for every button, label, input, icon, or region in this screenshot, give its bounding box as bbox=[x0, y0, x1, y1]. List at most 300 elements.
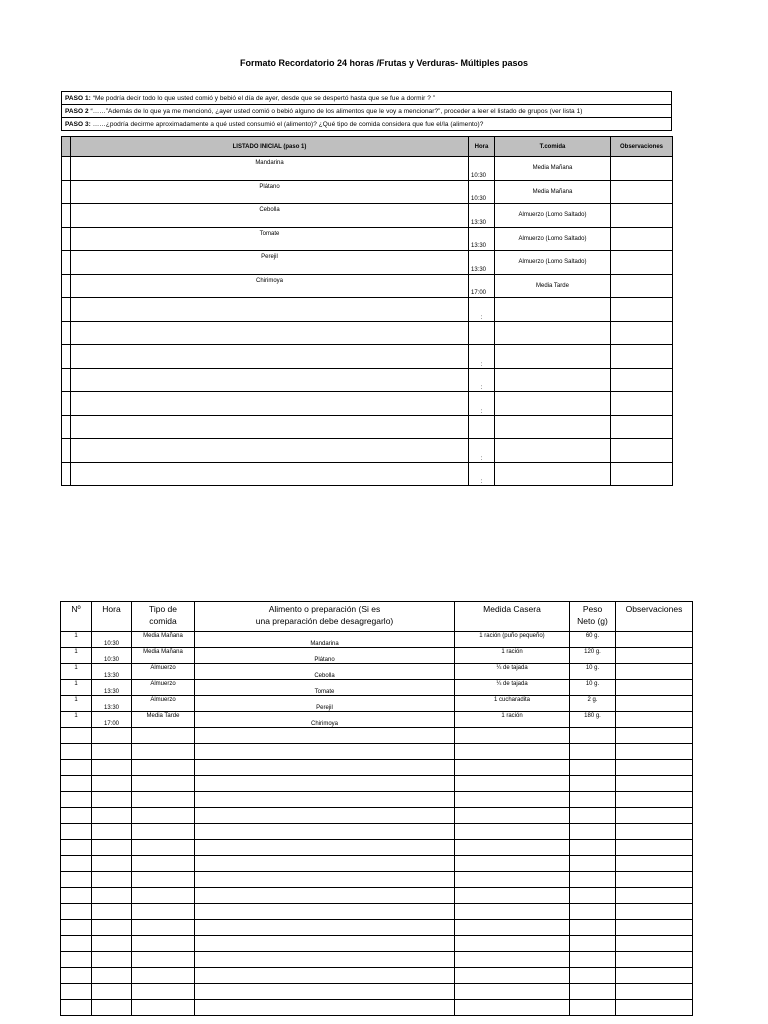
list-row bbox=[62, 298, 673, 322]
detail-cell-empty bbox=[616, 952, 693, 968]
detail-cell-observaciones bbox=[616, 680, 693, 696]
list-cell-blank bbox=[62, 227, 71, 251]
list-cell-food: Perejil bbox=[71, 251, 469, 275]
detail-row bbox=[61, 632, 693, 648]
detail-cell-n: 1 bbox=[61, 680, 92, 696]
detail-cell-empty bbox=[570, 840, 616, 856]
detail-cell-empty bbox=[570, 728, 616, 744]
detail-cell-medida: 1 cucharadita bbox=[455, 696, 570, 712]
detail-cell-hora: 17:00 bbox=[92, 712, 132, 728]
list-cell-food: Chirimoya bbox=[71, 274, 469, 298]
detail-cell-empty bbox=[132, 744, 195, 760]
detail-cell-observaciones bbox=[616, 696, 693, 712]
detail-cell-empty bbox=[61, 872, 92, 888]
detail-cell-empty bbox=[616, 792, 693, 808]
list-cell-blank bbox=[62, 298, 71, 322]
detail-cell-peso: 10 g. bbox=[570, 680, 616, 696]
detail-cell-empty bbox=[132, 840, 195, 856]
detail-cell-empty bbox=[616, 984, 693, 1000]
list-cell-food bbox=[71, 392, 469, 416]
detail-row-empty bbox=[61, 728, 693, 744]
detail-header-alimento-line2: una preparación debe desagregarlo) bbox=[255, 616, 394, 626]
detail-cell-peso: 10 g. bbox=[570, 664, 616, 680]
list-cell-food: Cebolla bbox=[71, 204, 469, 228]
step-cell bbox=[62, 118, 672, 131]
detail-header-n: Nº bbox=[61, 602, 92, 632]
step-label: PASO 2 bbox=[65, 107, 89, 115]
step-row bbox=[62, 92, 672, 105]
list-cell-tcomida: Almuerzo (Lomo Saltado) bbox=[495, 204, 611, 228]
detail-cell-tipo: Almuerzo bbox=[132, 696, 195, 712]
list-cell-hora: : bbox=[469, 298, 495, 322]
detail-cell-empty bbox=[455, 1000, 570, 1016]
detail-row-empty bbox=[61, 952, 693, 968]
detail-cell-empty bbox=[195, 760, 455, 776]
detail-header-tipo-line2: comida bbox=[149, 616, 177, 626]
detail-row bbox=[61, 664, 693, 680]
detail-cell-observaciones bbox=[616, 648, 693, 664]
list-cell-tcomida bbox=[495, 298, 611, 322]
detail-cell-empty bbox=[616, 744, 693, 760]
detail-cell-peso: 120 g. bbox=[570, 648, 616, 664]
detail-cell-peso: 2 g. bbox=[570, 696, 616, 712]
list-header-listado: LISTADO INICIAL (paso 1) bbox=[71, 137, 469, 157]
detail-cell-hora: 10:30 bbox=[92, 648, 132, 664]
step-label: PASO 1: bbox=[65, 94, 91, 102]
detail-cell-empty bbox=[570, 1000, 616, 1016]
detail-cell-empty bbox=[616, 904, 693, 920]
detail-row-empty bbox=[61, 984, 693, 1000]
detail-cell-empty bbox=[455, 760, 570, 776]
detail-row-empty bbox=[61, 840, 693, 856]
list-cell-tcomida bbox=[495, 368, 611, 392]
detail-cell-empty bbox=[61, 1000, 92, 1016]
detail-cell-empty bbox=[570, 776, 616, 792]
initial-list-table bbox=[61, 136, 673, 486]
detail-header-observaciones: Observaciones bbox=[616, 602, 693, 632]
detail-cell-empty bbox=[61, 840, 92, 856]
step-text: “Me podría decir todo lo que usted comió y bebió el día de ayer, desde que se despertó hasta que se fue a dormir ? ” bbox=[90, 94, 435, 102]
list-row bbox=[62, 321, 673, 345]
list-cell-tcomida bbox=[495, 439, 611, 463]
list-cell-tcomida: Almuerzo (Lomo Saltado) bbox=[495, 227, 611, 251]
detail-cell-empty bbox=[61, 920, 92, 936]
list-cell-observaciones bbox=[611, 251, 673, 275]
list-cell-hora: : bbox=[469, 368, 495, 392]
detail-cell-empty bbox=[616, 856, 693, 872]
list-cell-hora: : bbox=[469, 345, 495, 369]
detail-header-tipo-line1: Tipo de bbox=[148, 604, 178, 614]
detail-cell-empty bbox=[132, 984, 195, 1000]
detail-cell-empty bbox=[455, 728, 570, 744]
list-cell-observaciones bbox=[611, 227, 673, 251]
detail-cell-empty bbox=[616, 936, 693, 952]
detail-cell-hora: 13:30 bbox=[92, 680, 132, 696]
detail-cell-empty bbox=[92, 824, 132, 840]
detail-cell-empty bbox=[455, 888, 570, 904]
list-cell-observaciones bbox=[611, 321, 673, 345]
list-cell-hora: 10:30 bbox=[469, 157, 495, 181]
detail-cell-alimento: Chirimoya bbox=[195, 712, 455, 728]
list-cell-observaciones bbox=[611, 298, 673, 322]
detail-row-empty bbox=[61, 936, 693, 952]
list-cell-hora bbox=[469, 415, 495, 439]
step-row bbox=[62, 118, 672, 131]
list-row bbox=[62, 274, 673, 298]
list-cell-hora: : bbox=[469, 439, 495, 463]
detail-cell-empty bbox=[92, 952, 132, 968]
detail-cell-empty bbox=[455, 808, 570, 824]
detail-cell-empty bbox=[132, 760, 195, 776]
detail-cell-empty bbox=[455, 968, 570, 984]
list-cell-food bbox=[71, 439, 469, 463]
detail-cell-empty bbox=[570, 888, 616, 904]
detail-cell-empty bbox=[195, 808, 455, 824]
detail-cell-empty bbox=[570, 904, 616, 920]
detail-row-empty bbox=[61, 872, 693, 888]
list-cell-blank bbox=[62, 462, 71, 486]
detail-cell-empty bbox=[195, 776, 455, 792]
detail-cell-empty bbox=[570, 984, 616, 1000]
detail-cell-empty bbox=[455, 920, 570, 936]
detail-cell-empty bbox=[195, 888, 455, 904]
detail-cell-empty bbox=[132, 728, 195, 744]
list-cell-tcomida bbox=[495, 345, 611, 369]
detail-row-empty bbox=[61, 1000, 693, 1016]
detail-cell-empty bbox=[132, 856, 195, 872]
detail-cell-empty bbox=[616, 968, 693, 984]
detail-cell-empty bbox=[455, 744, 570, 760]
list-header-observaciones: Observaciones bbox=[611, 137, 673, 157]
detail-cell-empty bbox=[132, 808, 195, 824]
list-cell-blank bbox=[62, 157, 71, 181]
list-cell-hora: 13:30 bbox=[469, 204, 495, 228]
detail-cell-observaciones bbox=[616, 632, 693, 648]
list-row bbox=[62, 392, 673, 416]
detail-cell-empty bbox=[132, 824, 195, 840]
list-cell-tcomida: Media Mañana bbox=[495, 157, 611, 181]
list-cell-food bbox=[71, 345, 469, 369]
list-cell-blank bbox=[62, 345, 71, 369]
detail-cell-peso: 60 g. bbox=[570, 632, 616, 648]
list-row bbox=[62, 180, 673, 204]
detail-cell-empty bbox=[195, 936, 455, 952]
list-header-hora: Hora bbox=[469, 137, 495, 157]
detail-cell-empty bbox=[616, 728, 693, 744]
detail-cell-empty bbox=[570, 808, 616, 824]
list-cell-observaciones bbox=[611, 274, 673, 298]
detail-row bbox=[61, 696, 693, 712]
detail-cell-empty bbox=[132, 952, 195, 968]
detail-cell-empty bbox=[132, 936, 195, 952]
detail-cell-empty bbox=[570, 792, 616, 808]
detail-cell-medida: ¼ de tajada bbox=[455, 680, 570, 696]
detail-header-peso-line2: Neto (g) bbox=[577, 616, 608, 626]
detail-row-empty bbox=[61, 744, 693, 760]
list-cell-tcomida bbox=[495, 321, 611, 345]
detail-cell-empty bbox=[455, 856, 570, 872]
list-row bbox=[62, 415, 673, 439]
detail-cell-n: 1 bbox=[61, 696, 92, 712]
detail-cell-hora: 10:30 bbox=[92, 632, 132, 648]
detail-cell-peso: 180 g. bbox=[570, 712, 616, 728]
detail-cell-empty bbox=[61, 904, 92, 920]
detail-cell-empty bbox=[195, 984, 455, 1000]
list-cell-food bbox=[71, 462, 469, 486]
detail-row-empty bbox=[61, 776, 693, 792]
list-cell-tcomida bbox=[495, 392, 611, 416]
detail-cell-empty bbox=[132, 904, 195, 920]
detail-cell-empty bbox=[195, 792, 455, 808]
detail-row-empty bbox=[61, 824, 693, 840]
detail-cell-empty bbox=[455, 792, 570, 808]
list-cell-observaciones bbox=[611, 439, 673, 463]
detail-cell-empty bbox=[61, 824, 92, 840]
detail-cell-alimento: Plátano bbox=[195, 648, 455, 664]
detail-cell-empty bbox=[455, 904, 570, 920]
detail-cell-empty bbox=[570, 968, 616, 984]
list-header-blank bbox=[62, 137, 71, 157]
detail-cell-tipo: Almuerzo bbox=[132, 664, 195, 680]
detail-cell-observaciones bbox=[616, 712, 693, 728]
detail-cell-alimento: Mandarina bbox=[195, 632, 455, 648]
list-cell-tcomida bbox=[495, 415, 611, 439]
detail-cell-empty bbox=[92, 760, 132, 776]
detail-cell-empty bbox=[132, 1000, 195, 1016]
list-cell-tcomida bbox=[495, 462, 611, 486]
detail-row-empty bbox=[61, 968, 693, 984]
steps-table bbox=[61, 91, 672, 131]
detail-cell-empty bbox=[132, 872, 195, 888]
detail-cell-observaciones bbox=[616, 664, 693, 680]
detail-cell-empty bbox=[92, 792, 132, 808]
list-row bbox=[62, 345, 673, 369]
list-header-row bbox=[62, 137, 673, 157]
detail-row bbox=[61, 648, 693, 664]
detail-cell-alimento: Cebolla bbox=[195, 664, 455, 680]
detail-table bbox=[60, 601, 693, 1016]
detail-cell-empty bbox=[570, 824, 616, 840]
list-cell-hora: 13:30 bbox=[469, 251, 495, 275]
detail-row-empty bbox=[61, 808, 693, 824]
detail-cell-empty bbox=[92, 968, 132, 984]
detail-cell-empty bbox=[455, 872, 570, 888]
detail-cell-tipo: Media Mañana bbox=[132, 648, 195, 664]
list-row bbox=[62, 157, 673, 181]
detail-cell-empty bbox=[195, 1000, 455, 1016]
detail-header-tipo bbox=[132, 602, 195, 632]
detail-cell-hora: 13:30 bbox=[92, 664, 132, 680]
detail-cell-empty bbox=[455, 776, 570, 792]
detail-row-empty bbox=[61, 856, 693, 872]
list-cell-observaciones bbox=[611, 180, 673, 204]
detail-cell-empty bbox=[61, 856, 92, 872]
list-cell-hora: 17:00 bbox=[469, 274, 495, 298]
detail-cell-empty bbox=[92, 872, 132, 888]
list-cell-blank bbox=[62, 439, 71, 463]
list-cell-hora: 13:30 bbox=[469, 227, 495, 251]
step-cell bbox=[62, 105, 672, 118]
detail-cell-tipo: Media Mañana bbox=[132, 632, 195, 648]
list-row bbox=[62, 251, 673, 275]
detail-cell-empty bbox=[132, 792, 195, 808]
list-row bbox=[62, 462, 673, 486]
detail-cell-empty bbox=[92, 936, 132, 952]
detail-cell-empty bbox=[616, 776, 693, 792]
detail-cell-empty bbox=[92, 1000, 132, 1016]
detail-cell-medida: 1 ración bbox=[455, 648, 570, 664]
list-cell-hora: : bbox=[469, 462, 495, 486]
detail-cell-empty bbox=[92, 888, 132, 904]
detail-row-empty bbox=[61, 760, 693, 776]
detail-cell-empty bbox=[616, 872, 693, 888]
detail-cell-medida: 1 ración bbox=[455, 712, 570, 728]
list-cell-blank bbox=[62, 251, 71, 275]
detail-cell-empty bbox=[570, 952, 616, 968]
step-text: “……”Además de lo que ya me mencionó, ¿ayer usted comió o bebió alguno de los alimentos que le voy a mencionar?”, proceder a leer el listado de grupos (ver lista 1) bbox=[88, 107, 583, 115]
detail-header-row bbox=[61, 602, 693, 632]
detail-cell-empty bbox=[455, 936, 570, 952]
detail-cell-empty bbox=[92, 920, 132, 936]
detail-cell-empty bbox=[132, 776, 195, 792]
list-cell-observaciones bbox=[611, 415, 673, 439]
list-cell-food: Mandarina bbox=[71, 157, 469, 181]
list-cell-observaciones bbox=[611, 157, 673, 181]
detail-cell-alimento: Tomate bbox=[195, 680, 455, 696]
detail-cell-empty bbox=[195, 856, 455, 872]
detail-cell-empty bbox=[570, 872, 616, 888]
detail-cell-empty bbox=[61, 936, 92, 952]
list-cell-blank bbox=[62, 274, 71, 298]
detail-cell-n: 1 bbox=[61, 648, 92, 664]
list-cell-blank bbox=[62, 368, 71, 392]
detail-cell-empty bbox=[92, 904, 132, 920]
list-cell-observaciones bbox=[611, 368, 673, 392]
detail-cell-empty bbox=[455, 984, 570, 1000]
detail-cell-empty bbox=[195, 744, 455, 760]
list-cell-blank bbox=[62, 180, 71, 204]
detail-cell-empty bbox=[570, 760, 616, 776]
detail-cell-empty bbox=[61, 744, 92, 760]
detail-cell-hora: 13:30 bbox=[92, 696, 132, 712]
detail-cell-empty bbox=[61, 984, 92, 1000]
list-cell-tcomida: Almuerzo (Lomo Saltado) bbox=[495, 251, 611, 275]
list-cell-observaciones bbox=[611, 392, 673, 416]
list-cell-hora bbox=[469, 321, 495, 345]
list-row bbox=[62, 368, 673, 392]
detail-cell-n: 1 bbox=[61, 632, 92, 648]
detail-cell-empty bbox=[92, 808, 132, 824]
detail-cell-empty bbox=[570, 744, 616, 760]
detail-cell-n: 1 bbox=[61, 712, 92, 728]
detail-header-medida: Medida Casera bbox=[455, 602, 570, 632]
detail-cell-empty bbox=[195, 920, 455, 936]
detail-cell-alimento: Perejil bbox=[195, 696, 455, 712]
detail-header-peso bbox=[570, 602, 616, 632]
list-cell-observaciones bbox=[611, 462, 673, 486]
detail-cell-empty bbox=[92, 840, 132, 856]
detail-header-alimento-line1: Alimento o preparación (Si es bbox=[268, 604, 381, 614]
detail-header-alimento bbox=[195, 602, 455, 632]
step-row bbox=[62, 105, 672, 118]
list-cell-observaciones bbox=[611, 204, 673, 228]
detail-cell-medida: ¼ de tajada bbox=[455, 664, 570, 680]
detail-cell-empty bbox=[195, 952, 455, 968]
list-cell-food bbox=[71, 415, 469, 439]
list-cell-blank bbox=[62, 415, 71, 439]
list-cell-tcomida: Media Tarde bbox=[495, 274, 611, 298]
list-cell-tcomida: Media Mañana bbox=[495, 180, 611, 204]
detail-cell-empty bbox=[616, 920, 693, 936]
detail-cell-empty bbox=[61, 792, 92, 808]
detail-cell-empty bbox=[61, 952, 92, 968]
detail-cell-empty bbox=[61, 776, 92, 792]
detail-cell-empty bbox=[132, 968, 195, 984]
detail-row-empty bbox=[61, 920, 693, 936]
detail-cell-empty bbox=[61, 808, 92, 824]
list-cell-food: Tomate bbox=[71, 227, 469, 251]
detail-cell-empty bbox=[132, 888, 195, 904]
detail-cell-empty bbox=[195, 840, 455, 856]
detail-row bbox=[61, 712, 693, 728]
detail-cell-empty bbox=[92, 776, 132, 792]
detail-cell-empty bbox=[455, 840, 570, 856]
list-row bbox=[62, 227, 673, 251]
detail-cell-medida: 1 ración (puño pequeño) bbox=[455, 632, 570, 648]
detail-cell-empty bbox=[455, 952, 570, 968]
detail-cell-n: 1 bbox=[61, 664, 92, 680]
list-cell-food: Plátano bbox=[71, 180, 469, 204]
detail-row-empty bbox=[61, 888, 693, 904]
detail-cell-empty bbox=[570, 920, 616, 936]
detail-cell-empty bbox=[616, 1000, 693, 1016]
step-label: PASO 3: bbox=[65, 120, 91, 128]
detail-cell-empty bbox=[570, 936, 616, 952]
list-header-tcomida: T.comida bbox=[495, 137, 611, 157]
detail-cell-empty bbox=[195, 968, 455, 984]
list-cell-food bbox=[71, 321, 469, 345]
list-row bbox=[62, 204, 673, 228]
list-cell-food bbox=[71, 298, 469, 322]
detail-cell-empty bbox=[616, 808, 693, 824]
detail-cell-empty bbox=[92, 744, 132, 760]
list-cell-observaciones bbox=[611, 345, 673, 369]
detail-cell-empty bbox=[616, 888, 693, 904]
detail-cell-empty bbox=[92, 984, 132, 1000]
detail-cell-empty bbox=[61, 728, 92, 744]
list-cell-hora: 10:30 bbox=[469, 180, 495, 204]
detail-cell-empty bbox=[616, 824, 693, 840]
list-cell-blank bbox=[62, 392, 71, 416]
detail-cell-empty bbox=[195, 872, 455, 888]
list-cell-hora: : bbox=[469, 392, 495, 416]
detail-cell-empty bbox=[570, 856, 616, 872]
detail-cell-empty bbox=[92, 856, 132, 872]
page-title: Formato Recordatorio 24 horas /Frutas y Verduras- Múltiples pasos bbox=[239, 58, 529, 68]
detail-header-hora: Hora bbox=[92, 602, 132, 632]
detail-row-empty bbox=[61, 792, 693, 808]
detail-header-peso-line1: Peso bbox=[582, 604, 603, 614]
list-row bbox=[62, 439, 673, 463]
list-cell-food bbox=[71, 368, 469, 392]
detail-cell-empty bbox=[195, 824, 455, 840]
step-cell bbox=[62, 92, 672, 105]
detail-cell-empty bbox=[61, 888, 92, 904]
detail-cell-empty bbox=[616, 760, 693, 776]
detail-cell-empty bbox=[92, 728, 132, 744]
detail-cell-empty bbox=[195, 728, 455, 744]
list-cell-blank bbox=[62, 321, 71, 345]
